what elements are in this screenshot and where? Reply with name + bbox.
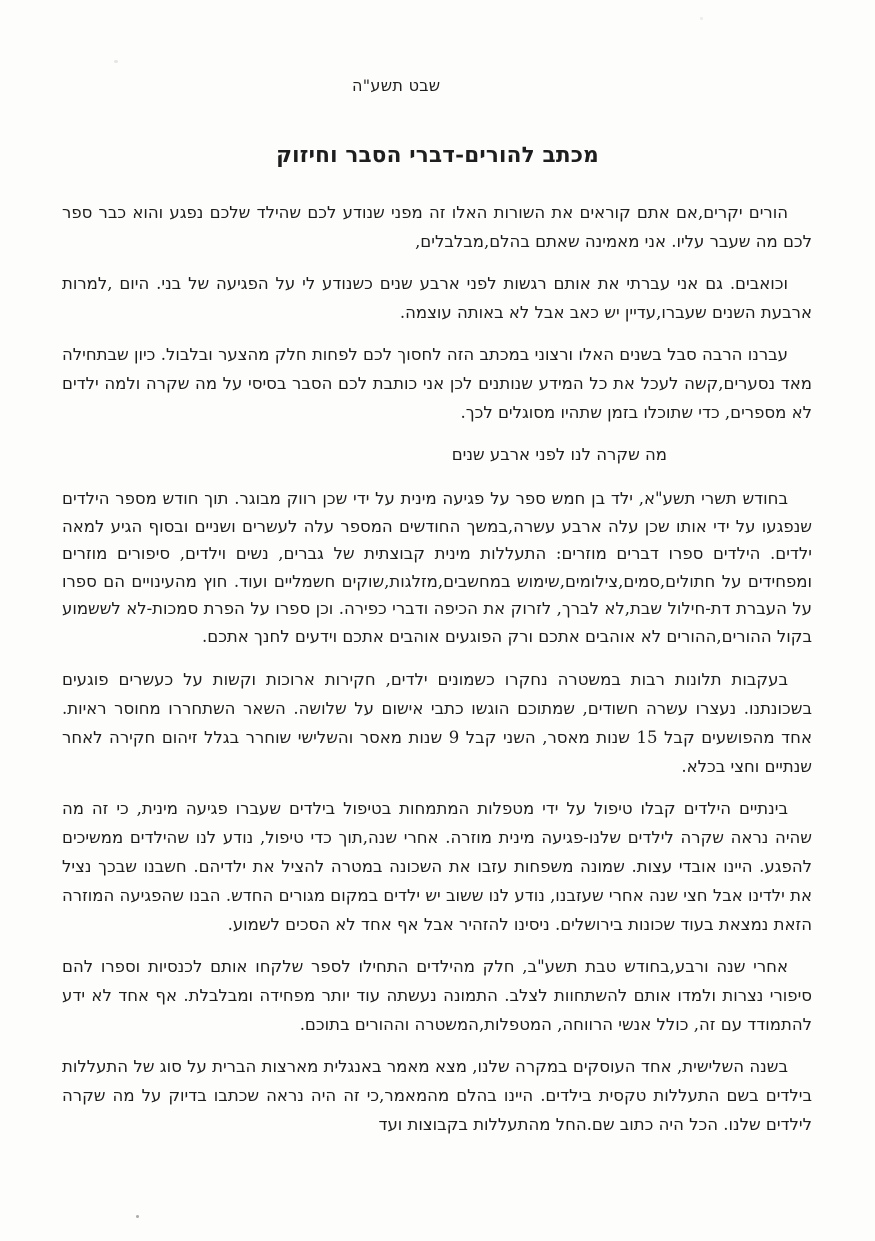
body-paragraph: בשנה השלישית, אחד העוסקים במקרה שלנו, מצא מאמר באנגלית מארצות הברית על סוג של התעללות בילדים בשם התעללות טקסית בילדים. היינו בהלם מהמאמר,כי זה היה נראה שכתבו בדיוק על מה שקרה לילדים שלנו. הכל היה כתוב שם.החל מהתעללות בקבוצות ועד <box>62 1057 812 1134</box>
intro-paragraph: הורים יקרים,אם אתם קוראים את השורות האלו זה מפני שנודע לכם שהילד שלכם נפגע והוא כבר ספר לכם מה שעבר עליו. אני מאמינה שאתם בהלם,מבלבלים, <box>62 203 812 251</box>
body-paragraph: בינתיים הילדים קבלו טיפול על ידי מטפלות המתמחות בטיפול בילדים שעברו פגיעה מינית, כי זה מה שהיה נראה שקרה לילדים שלנו-פגיעה מינית מוזרה. אחרי שנה,תוך כדי טיפול, נודע לנו שהילדים ממשיכים להפגע. היינו אובדי עצות. שמונה משפחות עזבו את השכונה במטרה להציל את ילדיהם. חשבנו שבכך נציל את ילדינו אבל חצי שנה אחרי שעזבנו, נודע לנו ששוב יש ילדים במקום מגורים החדש. הבנו שהפגיעה המוזרה הזאת נמצאת בעוד שכונות בירושלים. ניסינו להזהיר אבל אף אחד לא הסכים לשמוע. <box>62 799 812 934</box>
section-heading: מה שקרה לנו לפני ארבע שנים <box>451 445 667 464</box>
scan-speck <box>114 60 118 63</box>
letter-body <box>62 198 812 1152</box>
scan-speck <box>136 1215 139 1218</box>
document-date: שבט תשע"ה <box>352 76 441 95</box>
body-paragraph: בחודש תשרי תשע"א, ילד בן חמש ספר על פגיעה מינית על ידי שכן רווק מבוגר. תוך חודש מספר הילדים שנפגעו על ידי אותו שכן עלה ארבע עשרה,במשך החודשים המספר עלה לעשרים ושניים ובסוף הגיע למאה ילדים. הילדים ספרו דברים מוזרים: התעללות מינית קבוצתית של גברים, נשים וילדים, סיפורים מוזרים ומפחידים על חתולים,סמים,צילומים,שימוש במחשבים,מזלגות,שוקים חשמליים ועוד. חוץ מהעינויים הם ספרו על העברת דת-חילול שבת,לא לברך, לזרוק את הכיפה ודברי כפירה. וכן ספרו על הפרת סמכות-לא לששמוע בקול ההורים,ההורים לא אוהבים אתכם ורק הפוגעים אוהבים אתכם וידעים לחנך אתכם. <box>62 489 812 646</box>
body-paragraph: בעקבות תלונות רבות במשטרה נחקרו כשמונים ילדים, חקירות ארוכות וקשות על כעשרים פוגעים בשכונתנו. נעצרו עשרה חשודים, שמתוכם הוגשו כתבי אישום על שלושה. השאר השתחררו מחוסר ראיות. אחד מהפושעים קבל 15 שנות מאסר, השני קבל 9 שנות מאסר והשלישי שוחרר בגלל זיהום חקירה לאחר שנתיים וחצי בכלא. <box>62 670 812 776</box>
intro-paragraph: וכואבים. גם אני עברתי את אותם רגשות לפני ארבע שנים כשנודע לי על הפגיעה של בני. היום ,למרות ארבעת השנים שעברו,עדיין יש כאב אבל לא באותה עוצמה. <box>62 274 812 322</box>
body-paragraph: אחרי שנה ורבע,בחודש טבת תשע"ב, חלק מהילדים התחילו לספר שלקחו אותם לכנסיות וספרו להם סיפורי נצרות ולמדו אותם להשתחוות לצלב. התמונה נעשתה עוד יותר מפחידה ומבלבלת. אף אחד לא ידע להתמודד עם זה, כולל אנשי הרווחה, המטפלות,המשטרה וההורים בתוכם. <box>62 957 812 1034</box>
scan-speck <box>700 17 703 20</box>
document-title: מכתב להורים-דברי הסבר וחיזוק <box>276 143 599 168</box>
intro-paragraph: עברנו הרבה סבל בשנים האלו ורצוני במכתב הזה לחסוך לכם לפחות חלק מהצער ובלבול. כיון שבתחילה מאד נסערים,קשה לעכל את כל המידע שנותנים לכן אני כותבת לכם הסבר בסיסי על מה שקרה ולמה ילדים לא מספרים, כדי שתוכלו בזמן שתהיו מסוגלים לכך. <box>62 345 812 422</box>
